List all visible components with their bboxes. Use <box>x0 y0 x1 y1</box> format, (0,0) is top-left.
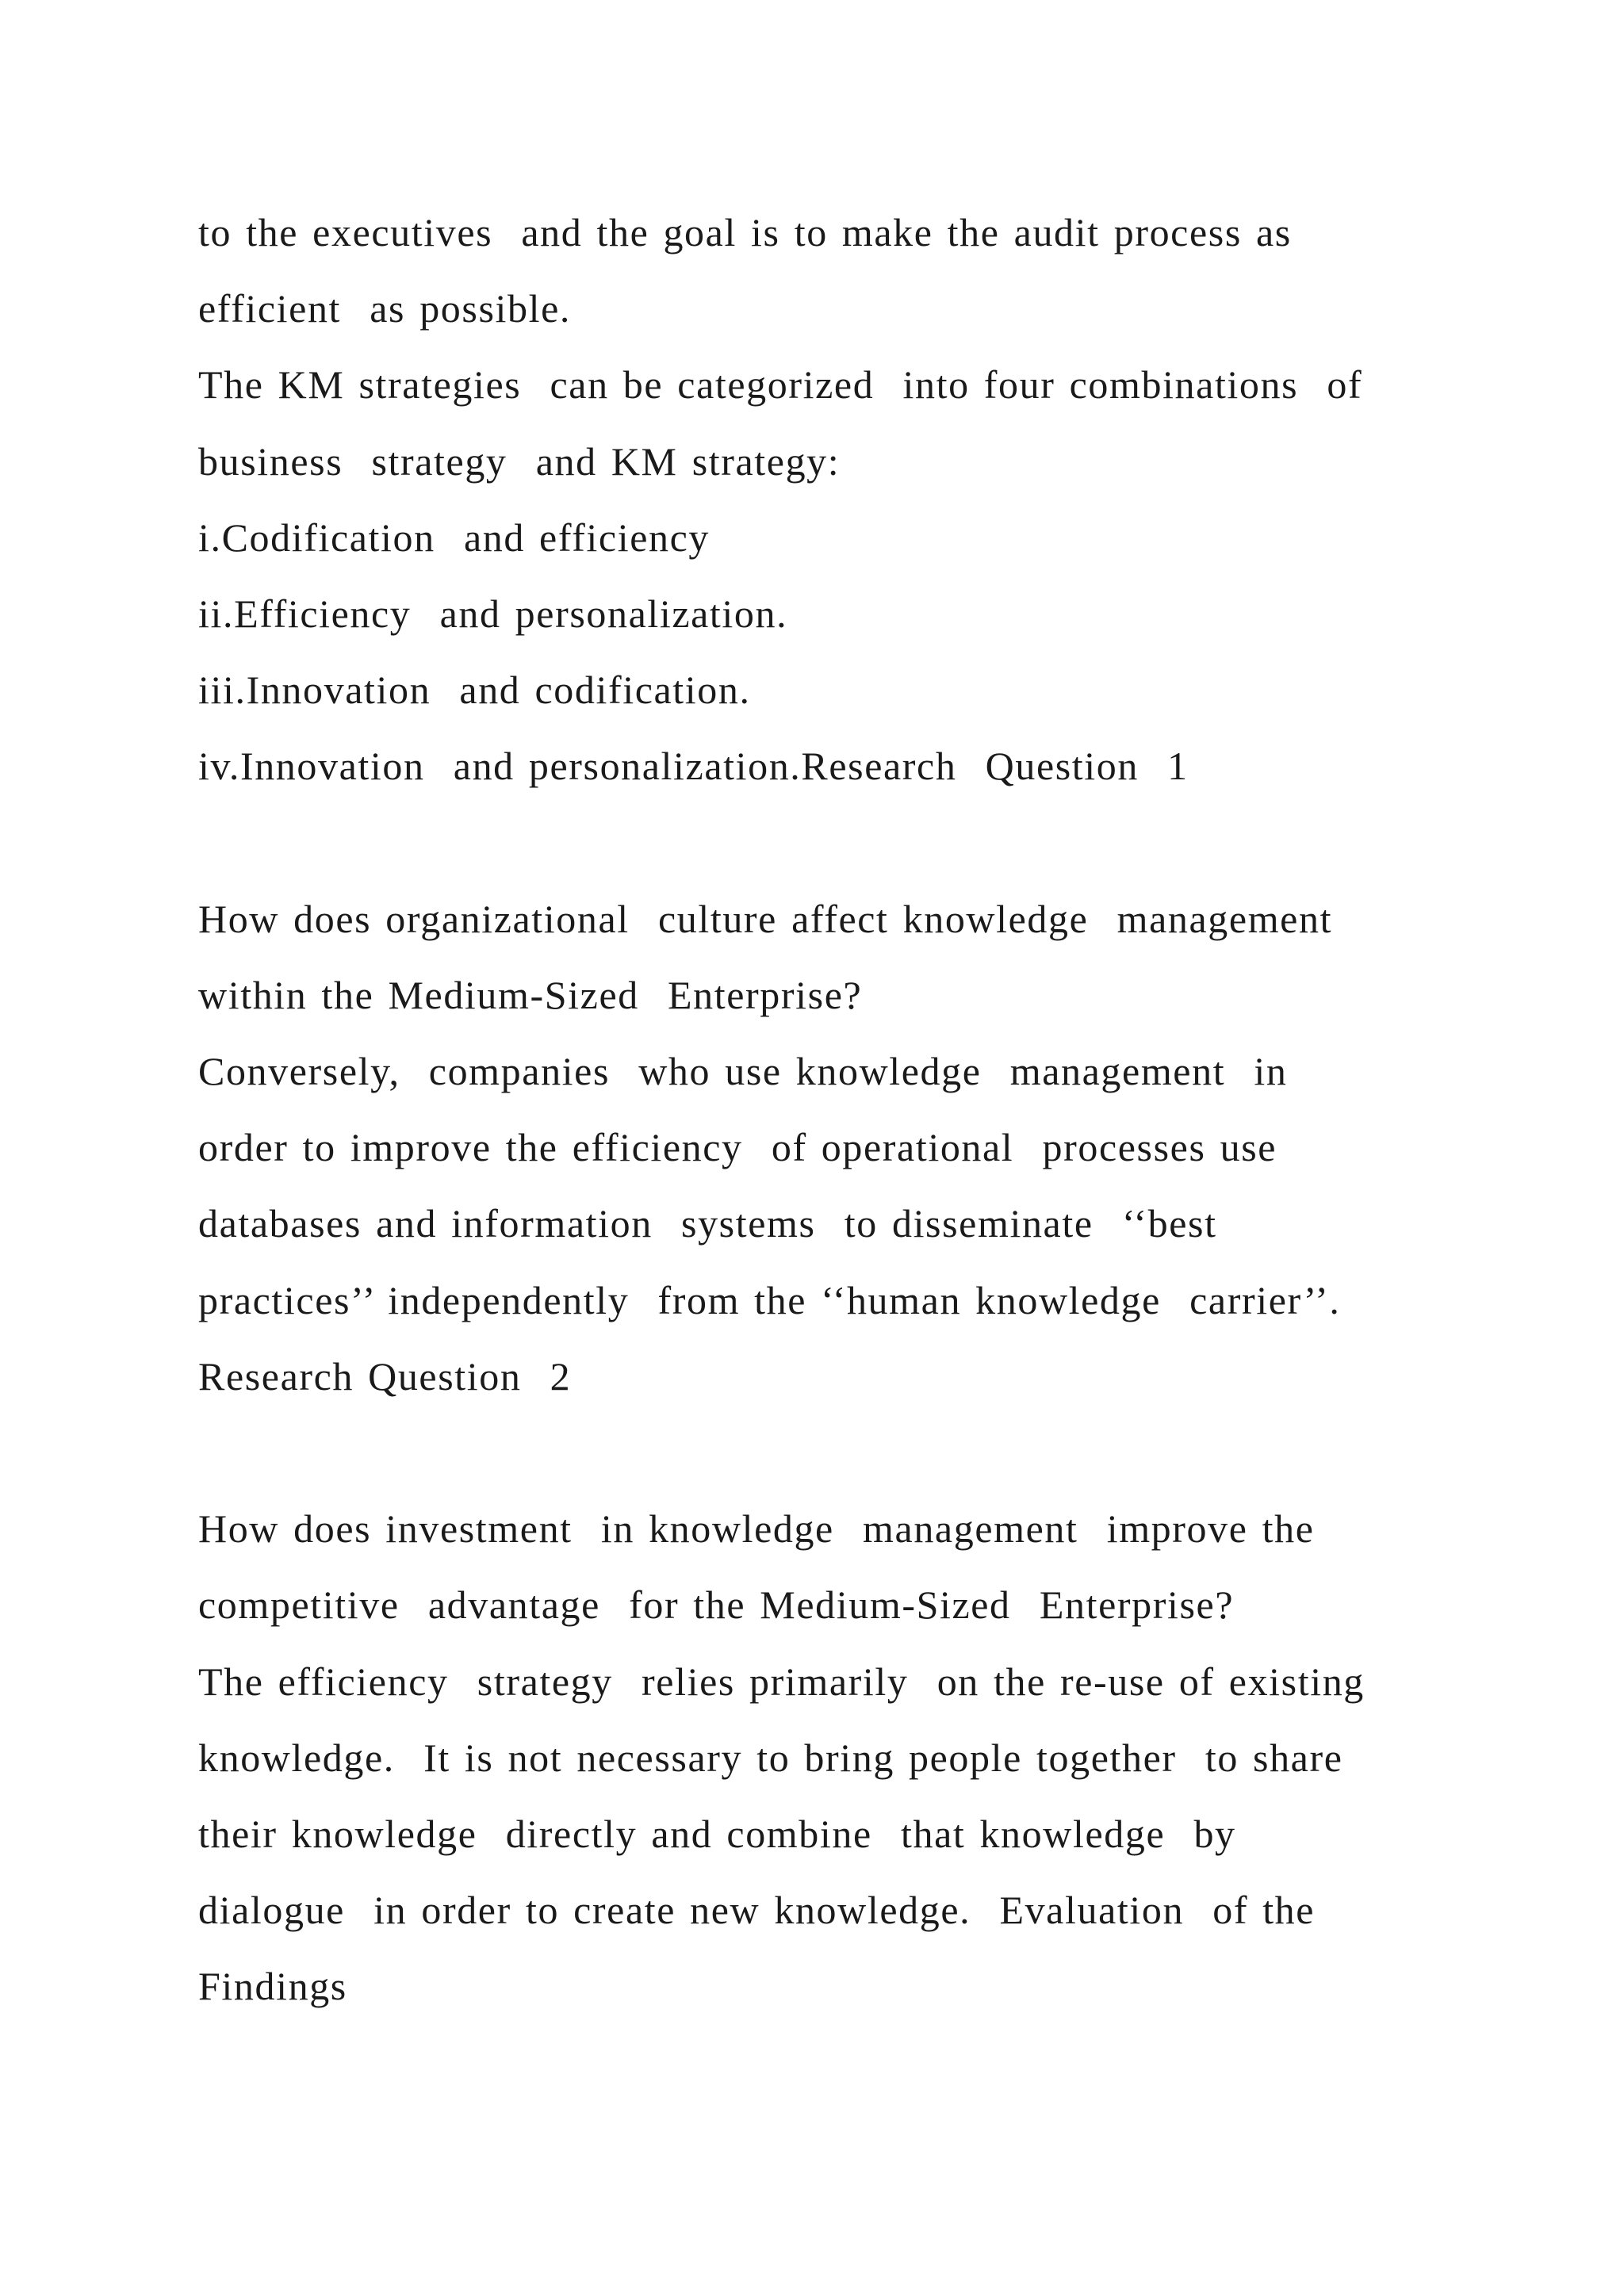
text-line: their knowledge directly and combine that knowledge by <box>198 1811 1236 1856</box>
text-line: practices’’ independently from the ‘‘human knowledge carrier’’. <box>198 1277 1341 1322</box>
text-line: knowledge. It is not necessary to bring people together to share <box>198 1735 1343 1780</box>
text-line: Findings <box>198 1964 347 2009</box>
text-line: to the executives and the goal is to make the audit process as <box>198 210 1292 254</box>
blank-line <box>198 805 1499 881</box>
list-item-codification-efficiency: i.Codification and efficiency <box>198 515 710 560</box>
text-line: business strategy and KM strategy: <box>198 438 841 484</box>
text-line: The KM strategies can be categorized into four combinations of <box>198 362 1363 408</box>
text-line: Conversely, companies who use knowledge management in <box>198 1049 1288 1094</box>
list-item-efficiency-personalization: ii.Efficiency and personalization. <box>198 591 788 636</box>
text-line: efficient as possible. <box>198 286 571 331</box>
research-question-2: How does investment in knowledge management improve the <box>198 1506 1315 1552</box>
research-question-2-heading: Research Question 2 <box>198 1353 572 1399</box>
list-item-innovation-codification: iii.Innovation and codification. <box>198 668 751 713</box>
text-line: competitive advantage for the Medium-Sized Enterprise? <box>198 1582 1235 1628</box>
blank-line <box>198 1414 1499 1490</box>
body-text <box>198 194 1499 2025</box>
text-line: within the Medium-Sized Enterprise? <box>198 972 863 1017</box>
list-item-innovation-personalization: iv.Innovation and personalization.Research Question 1 <box>198 744 1189 789</box>
text-line: databases and information systems to disseminate ‘‘best <box>198 1201 1217 1246</box>
research-question-1: How does organizational culture affect knowledge management <box>198 896 1333 941</box>
text-line: order to improve the efficiency of operational processes use <box>198 1125 1277 1170</box>
text-line: The efficiency strategy relies primarily on the re-use of existing <box>198 1659 1365 1704</box>
text-line: dialogue in order to create new knowledge. Evaluation of the <box>198 1888 1316 1933</box>
